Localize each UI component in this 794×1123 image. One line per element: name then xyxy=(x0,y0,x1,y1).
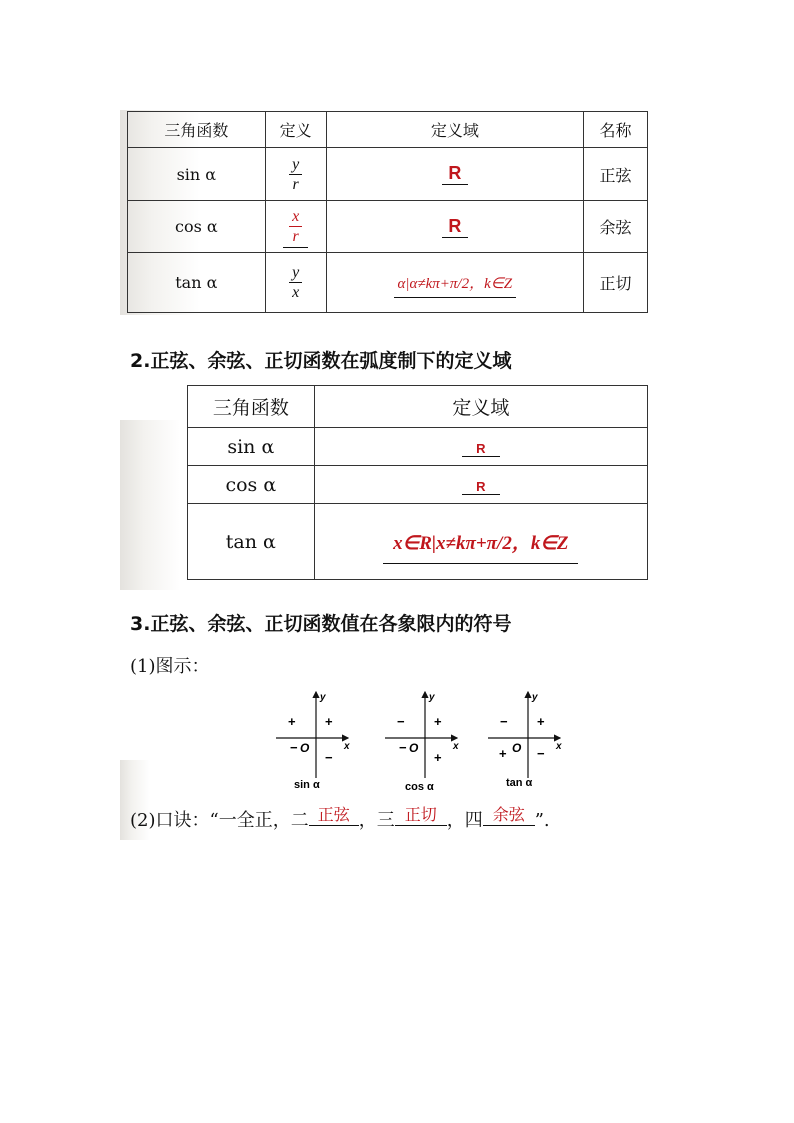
header-name: 名称 xyxy=(584,112,648,148)
y-axis-label: y xyxy=(320,692,326,703)
section2-heading: 2.正弦、余弦、正切函数在弧度制下的定义域 xyxy=(130,350,512,372)
function-cell: sin α xyxy=(176,164,217,184)
quadrant-sign: − xyxy=(399,740,407,755)
mnemonic-prefix: (2)口诀：“一全正，二 xyxy=(130,810,309,831)
definition-fraction: $\frac{y}{r}$ xyxy=(289,156,302,195)
name-cell: 余弦 xyxy=(584,201,648,253)
origin-label: O xyxy=(512,741,522,755)
quadrant-sign: − xyxy=(325,750,333,765)
table-header-row xyxy=(128,112,648,148)
y-axis-label: y xyxy=(532,692,538,703)
table-row xyxy=(188,466,648,504)
tan-diagram xyxy=(488,692,562,789)
function-cell: sin α xyxy=(227,435,275,458)
answer-quadrant-4: 余弦 xyxy=(483,802,535,826)
mnemonic-mid4: ，四 xyxy=(446,810,483,831)
quadrant-sign: − xyxy=(500,714,508,729)
sin-diagram xyxy=(276,692,350,791)
origin-label: O xyxy=(409,741,419,755)
domain-answer: R xyxy=(442,163,468,185)
diagram-label: cos α xyxy=(405,781,434,793)
function-cell: tan α xyxy=(175,273,218,292)
table-header-row xyxy=(188,386,648,428)
quadrant-sign: + xyxy=(537,714,545,729)
trig-definition-table xyxy=(127,111,648,313)
answer-quadrant-3: 正切 xyxy=(395,802,447,826)
table-row xyxy=(128,253,648,313)
mnemonic-line xyxy=(130,806,550,832)
page-shade-mid xyxy=(120,420,180,590)
domain-answer-set: x∈R|x≠kπ+π/2，k∈Z xyxy=(383,520,578,564)
header-definition: 定义 xyxy=(265,112,326,148)
quadrant-sign: + xyxy=(434,714,442,729)
name-cell: 正弦 xyxy=(584,148,648,201)
function-cell: cos α xyxy=(225,473,277,496)
section3-heading: 3.正弦、余弦、正切函数值在各象限内的符号 xyxy=(130,613,512,635)
header-function: 三角函数 xyxy=(128,112,266,148)
answer-quadrant-2: 正弦 xyxy=(309,802,359,826)
diagram-label: sin α xyxy=(294,779,320,791)
quadrant-sign: − xyxy=(397,714,405,729)
header-domain: 定义域 xyxy=(326,112,584,148)
quadrant-sign: + xyxy=(288,714,296,729)
quadrant-diagrams xyxy=(270,686,600,796)
definition-fraction-answer: $\frac{x}{r}$ xyxy=(283,208,308,248)
domain-answer: R xyxy=(462,441,500,457)
definition-fraction: $\frac{y}{x}$ xyxy=(289,264,302,303)
mnemonic-mid3: ，三 xyxy=(358,810,395,831)
table-row xyxy=(128,201,648,253)
x-axis-label: x xyxy=(453,741,459,752)
x-axis-label: x xyxy=(556,741,562,752)
x-axis-label: x xyxy=(344,741,350,752)
table-row xyxy=(128,148,648,201)
header-domain: 定义域 xyxy=(314,386,647,428)
quadrant-sign: + xyxy=(434,750,442,765)
radian-domain-table xyxy=(187,385,648,580)
header-function: 三角函数 xyxy=(188,386,315,428)
domain-answer: R xyxy=(462,479,500,495)
diagram-intro: (1)图示： xyxy=(130,656,210,677)
mnemonic-suffix: ”. xyxy=(534,810,550,831)
name-cell: 正切 xyxy=(584,253,648,313)
y-axis-label: y xyxy=(429,692,435,703)
quadrant-sign: + xyxy=(499,746,507,761)
function-cell: cos α xyxy=(174,217,218,236)
cos-diagram xyxy=(385,692,459,793)
diagram-label: tan α xyxy=(506,777,533,789)
function-cell: tan α xyxy=(225,530,276,553)
table-row xyxy=(188,504,648,580)
origin-label: O xyxy=(300,741,310,755)
quadrant-sign: + xyxy=(325,714,333,729)
quadrant-sign: − xyxy=(537,746,545,761)
domain-answer-set: α|α≠kπ+π/2，k∈Z xyxy=(394,268,517,298)
table-row xyxy=(188,428,648,466)
domain-answer: R xyxy=(442,216,468,238)
quadrant-sign: − xyxy=(290,740,298,755)
